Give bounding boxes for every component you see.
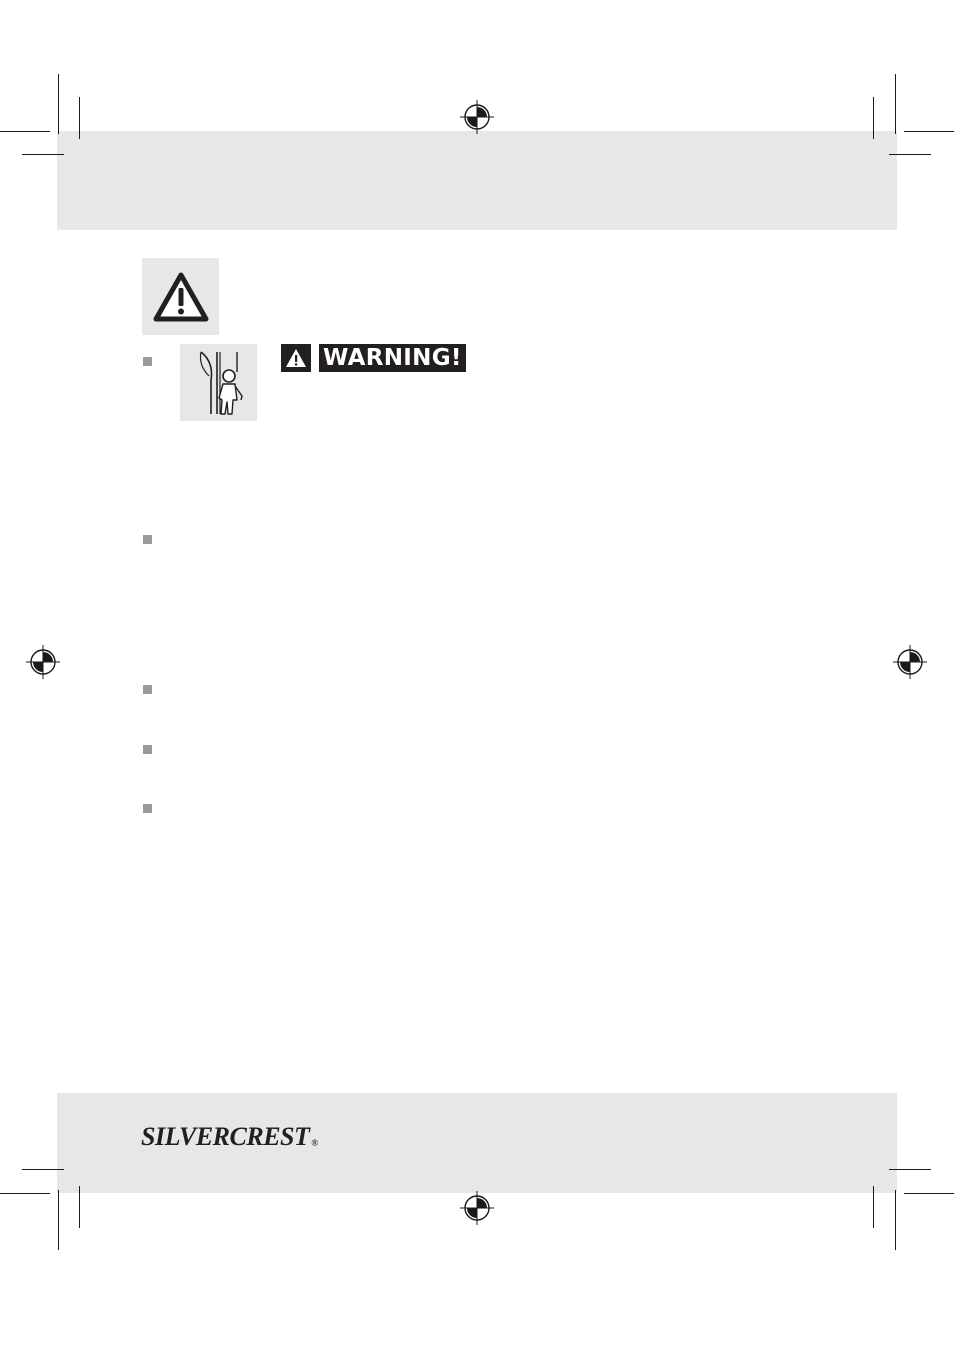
crop-mark xyxy=(58,74,59,134)
crop-mark xyxy=(0,1193,50,1194)
crop-mark xyxy=(22,1169,64,1170)
registered-mark: ® xyxy=(311,1138,318,1148)
crop-mark xyxy=(873,97,874,139)
crop-mark xyxy=(79,97,80,139)
crop-mark xyxy=(873,1186,874,1228)
crop-mark xyxy=(0,131,50,132)
crop-mark xyxy=(895,1190,896,1250)
curtain-pictogram-box xyxy=(180,344,257,421)
crop-mark xyxy=(889,1169,931,1170)
warning-triangle-small-icon xyxy=(281,344,311,372)
crop-mark xyxy=(79,1186,80,1228)
registration-mark-icon xyxy=(26,645,60,679)
crop-mark xyxy=(904,131,954,132)
registration-mark-icon xyxy=(460,100,494,134)
crop-mark xyxy=(889,154,931,155)
crop-mark xyxy=(895,74,896,134)
safety-warning-box xyxy=(142,258,219,335)
top-band xyxy=(57,131,897,230)
crop-mark xyxy=(58,1190,59,1250)
child-curtain-cord-icon xyxy=(189,348,249,418)
list-bullet xyxy=(143,804,152,813)
crop-mark xyxy=(904,1193,954,1194)
list-bullet xyxy=(143,745,152,754)
registration-mark-icon xyxy=(460,1191,494,1225)
registration-mark-icon xyxy=(893,645,927,679)
brand-logo xyxy=(141,1120,318,1154)
warning-label xyxy=(281,344,466,372)
list-bullet xyxy=(143,535,152,544)
warning-triangle-icon xyxy=(152,271,210,323)
list-bullet xyxy=(143,685,152,694)
warning-text: WARNING! xyxy=(319,344,466,372)
crop-mark xyxy=(22,154,64,155)
brand-logo-text: SILVERCREST xyxy=(141,1122,310,1151)
list-bullet xyxy=(143,357,152,366)
